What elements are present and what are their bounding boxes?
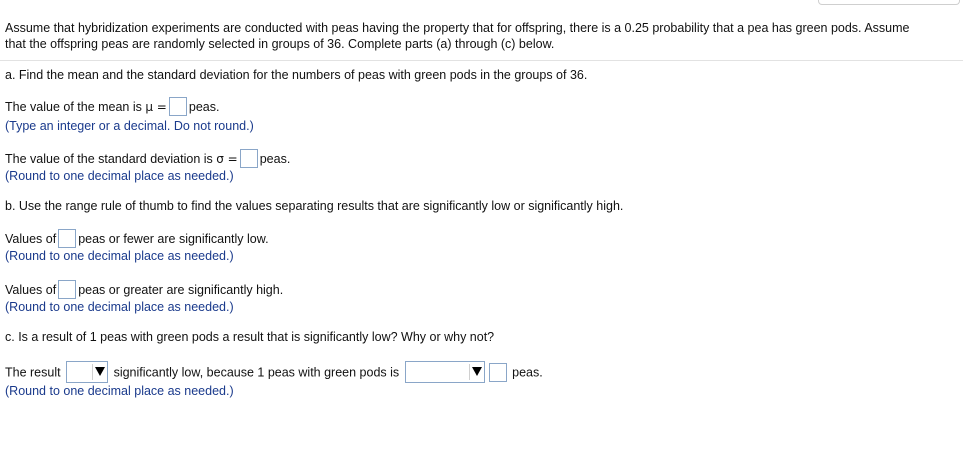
high-hint: (Round to one decimal place as needed.) xyxy=(5,300,234,314)
low-label: Values of xyxy=(5,231,57,246)
result-middle-text: significantly low, because 1 peas with green pods is xyxy=(113,365,400,380)
mean-label: The value of the mean is xyxy=(5,99,146,114)
high-label: Values of xyxy=(5,282,57,297)
problem-statement xyxy=(5,20,955,52)
problem-statement-line-2: that the offspring peas are randomly selected in groups of 36. Complete parts (a) through (c) below. xyxy=(5,37,555,51)
part-a-heading: a. Find the mean and the standard deviation for the numbers of peas with green pods in the groups of 36. xyxy=(5,68,588,82)
sd-hint: (Round to one decimal place as needed.) xyxy=(5,169,234,183)
is-isnot-dropdown[interactable] xyxy=(66,361,108,383)
problem-statement-line-1: Assume that hybridization experiments are conducted with peas having the property that for offspring, there is a 0.25 probability that a pea has green pods. Assume xyxy=(5,21,910,35)
result-unit: peas. xyxy=(512,365,543,380)
high-answer-input[interactable] xyxy=(58,280,76,299)
result-hint: (Round to one decimal place as needed.) xyxy=(5,384,234,398)
result-row xyxy=(5,362,543,384)
comparison-answer-input[interactable] xyxy=(489,363,507,382)
divider xyxy=(0,60,963,61)
low-hint: (Round to one decimal place as needed.) xyxy=(5,249,234,263)
dropdown-arrow-icon xyxy=(95,367,105,376)
mean-answer-input[interactable] xyxy=(169,97,187,116)
sd-answer-input[interactable] xyxy=(240,149,258,168)
low-answer-input[interactable] xyxy=(58,229,76,248)
mean-row xyxy=(5,98,219,117)
result-label: The result xyxy=(5,365,61,380)
high-row xyxy=(5,281,283,300)
sd-label: The value of the standard deviation is xyxy=(5,151,217,166)
mu-symbol: μ = xyxy=(145,99,167,114)
low-row xyxy=(5,230,269,249)
sigma-symbol: σ = xyxy=(216,151,238,166)
part-c-heading: c. Is a result of 1 peas with green pods a result that is significantly low? Why or why not? xyxy=(5,330,495,344)
sd-row xyxy=(5,150,290,169)
dropdown-separator xyxy=(469,364,470,380)
mean-unit: peas. xyxy=(188,99,220,114)
sd-unit: peas. xyxy=(259,151,291,166)
dropdown-separator xyxy=(92,364,93,380)
dropdown-arrow-icon xyxy=(472,367,482,376)
high-text: peas or greater are significantly high. xyxy=(78,282,284,297)
mean-hint: (Type an integer or a decimal. Do not round.) xyxy=(5,119,254,133)
comparison-dropdown[interactable] xyxy=(405,361,485,383)
part-b-heading: b. Use the range rule of thumb to find the values separating results that are significantly low or significantly high. xyxy=(5,199,624,213)
low-text: peas or fewer are significantly low. xyxy=(78,231,269,246)
top-tab xyxy=(818,0,960,5)
